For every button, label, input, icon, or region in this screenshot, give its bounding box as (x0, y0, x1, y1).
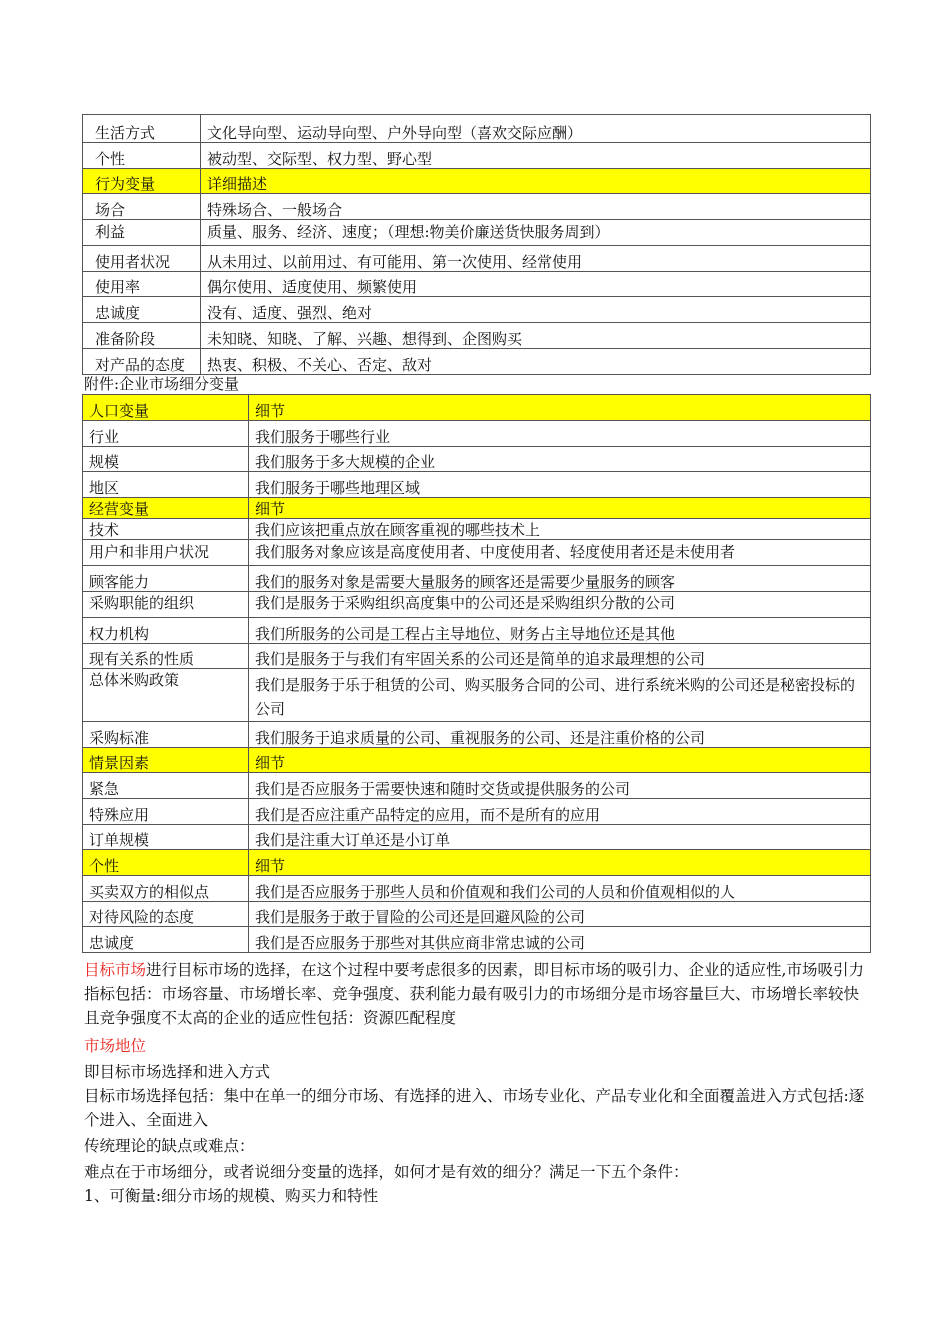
row-detail: 我们是否应服务于那些对其供应商非常忠诚的公司 (249, 927, 871, 953)
table-section-row (83, 169, 871, 194)
table-row (83, 902, 871, 927)
row-label: 场合 (83, 194, 201, 220)
table-row (83, 297, 871, 323)
row-label: 对产品的态度 (83, 349, 201, 375)
row-detail: 偶尔使用、适度使用、频繁使用 (201, 272, 871, 297)
table-row (83, 246, 871, 272)
table-row (83, 773, 871, 799)
paragraph-selection-includes: 目标市场选择包括：集中在单一的细分市场、有选择的进入、市场专业化、产品专业化和全面覆盖进入方式包括:逐个进入、全面进入 (84, 1087, 865, 1129)
list-item-measurable: 1、可衡量:细分市场的规模、购买力和特性 (84, 1187, 379, 1205)
row-label: 紧急 (83, 773, 249, 799)
row-label: 忠诚度 (83, 927, 249, 953)
row-label: 权力机构 (83, 618, 249, 644)
table-row (83, 447, 871, 472)
paragraph-target-market (84, 958, 874, 1030)
row-label: 采购标准 (83, 722, 249, 748)
row-label: 行为变量 (83, 169, 201, 194)
row-detail: 我们的服务对象是需要大量服务的顾客还是需要少量服务的顾客 (249, 566, 871, 592)
table-section-row (83, 395, 871, 421)
row-detail: 细节 (249, 748, 871, 773)
row-label: 生活方式 (83, 115, 201, 143)
row-detail: 从未用过、以前用过、有可能用、第一次使用、经常使用 (201, 246, 871, 272)
table-section-row (83, 850, 871, 876)
table-row (83, 644, 871, 669)
row-label: 个性 (83, 143, 201, 169)
row-label: 规模 (83, 447, 249, 472)
row-detail: 未知晓、知晓、了解、兴趣、想得到、企图购买 (201, 323, 871, 349)
table-row (83, 799, 871, 825)
row-detail: 我们所服务的公司是工程占主导地位、财务占主导地位还是其他 (249, 618, 871, 644)
row-detail: 我们是否应服务于需要快速和随时交货或提供服务的公司 (249, 773, 871, 799)
table-row (83, 540, 871, 566)
paragraph-text: 进行目标市场的选择，在这个过程中要考虑很多的因素，即目标市场的吸引力、企业的适应性,市场吸引力指标包括：市场容量、市场增长率、竞争强度、获利能力最有吸引力的市场细分是市场容量巨大、市场增长率较快且竞争强度不太高的企业的适应性包括：资源匹配程度 (84, 961, 864, 1027)
row-label: 用户和非用户状况 (83, 540, 249, 566)
row-detail: 我们是注重大订单还是小订单 (249, 825, 871, 850)
table-row (83, 825, 871, 850)
row-label: 利益 (83, 220, 201, 246)
row-label: 对待风险的态度 (83, 902, 249, 927)
row-detail: 我们服务于哪些地理区域 (249, 472, 871, 498)
row-label: 行业 (83, 421, 249, 447)
row-label: 使用者状况 (83, 246, 201, 272)
row-label: 个性 (83, 850, 249, 876)
table-row (83, 669, 871, 722)
row-detail: 文化导向型、运动导向型、户外导向型（喜欢交际应酬） (201, 115, 871, 143)
row-detail: 质量、服务、经济、速度；（理想:物美价廉送货快服务周到） (201, 220, 871, 246)
row-label: 经营变量 (83, 498, 249, 519)
table-row (83, 220, 871, 246)
row-label: 地区 (83, 472, 249, 498)
row-detail: 我们应该把重点放在顾客重视的哪些技术上 (249, 519, 871, 540)
row-detail: 被动型、交际型、权力型、野心型 (201, 143, 871, 169)
table-section-row (83, 748, 871, 773)
row-detail: 我们服务于哪些行业 (249, 421, 871, 447)
row-detail: 我们服务对象应该是高度使用者、中度使用者、轻度使用者还是未使用者 (249, 540, 871, 566)
row-label: 买卖双方的相似点 (83, 876, 249, 902)
business-segmentation-table (82, 394, 871, 953)
row-detail: 我们是否应注重产品特定的应用，而不是所有的应用 (249, 799, 871, 825)
row-detail: 详细描述 (201, 169, 871, 194)
row-detail: 我们是服务于采购组织高度集中的公司还是采购组织分散的公司 (249, 592, 871, 618)
row-label: 现有关系的性质 (83, 644, 249, 669)
table-row (83, 592, 871, 618)
row-detail: 我们是否应服务于那些人员和价值观和我们公司的人员和价值观相似的人 (249, 876, 871, 902)
row-detail: 特殊场合、一般场合 (201, 194, 871, 220)
table-row (83, 143, 871, 169)
table-caption: 附件:企业市场细分变量 (84, 375, 240, 393)
row-detail: 我们是服务于与我们有牢固关系的公司还是简单的追求最理想的公司 (249, 644, 871, 669)
heading-target-market: 目标市场 (84, 961, 147, 979)
row-detail: 我们是服务于乐于租赁的公司、购买服务合同的公司、进行系统米购的公司还是秘密投标的公司 (249, 669, 871, 722)
paragraph-difficulty: 难点在于市场细分，或者说细分变量的选择，如何才是有效的细分？满足一下五个条件： (84, 1163, 689, 1181)
row-detail: 细节 (249, 850, 871, 876)
row-label: 特殊应用 (83, 799, 249, 825)
table-row (83, 927, 871, 953)
table-row (83, 618, 871, 644)
table-row (83, 272, 871, 297)
table-row (83, 722, 871, 748)
row-detail: 细节 (249, 395, 871, 421)
row-label: 采购职能的组织 (83, 592, 249, 618)
row-label: 总体米购政策 (83, 669, 249, 722)
table-row (83, 323, 871, 349)
consumer-segmentation-table (82, 114, 871, 375)
table-section-row (83, 498, 871, 519)
row-label: 顾客能力 (83, 566, 249, 592)
paragraph-shortcomings: 传统理论的缺点或难点： (84, 1137, 255, 1155)
row-detail: 我们服务于多大规模的企业 (249, 447, 871, 472)
table-row (83, 115, 871, 143)
row-detail: 没有、适度、强烈、绝对 (201, 297, 871, 323)
table-row (83, 566, 871, 592)
table-row (83, 349, 871, 375)
table-row (83, 194, 871, 220)
paragraph-selection-entry: 即目标市场选择和进入方式 (84, 1063, 271, 1081)
table-row (83, 421, 871, 447)
table-row (83, 519, 871, 540)
row-detail: 细节 (249, 498, 871, 519)
row-label: 技术 (83, 519, 249, 540)
row-detail: 热衷、积极、不关心、否定、敌对 (201, 349, 871, 375)
heading-market-position: 市场地位 (84, 1037, 147, 1055)
row-detail: 我们是服务于敢于冒险的公司还是回避风险的公司 (249, 902, 871, 927)
table-row (83, 876, 871, 902)
row-label: 忠诚度 (83, 297, 201, 323)
row-detail: 我们服务于追求质量的公司、重视服务的公司、还是注重价格的公司 (249, 722, 871, 748)
table-row (83, 472, 871, 498)
row-label: 订单规模 (83, 825, 249, 850)
row-label: 使用率 (83, 272, 201, 297)
row-label: 人口变量 (83, 395, 249, 421)
row-label: 准备阶段 (83, 323, 201, 349)
row-label: 情景因素 (83, 748, 249, 773)
